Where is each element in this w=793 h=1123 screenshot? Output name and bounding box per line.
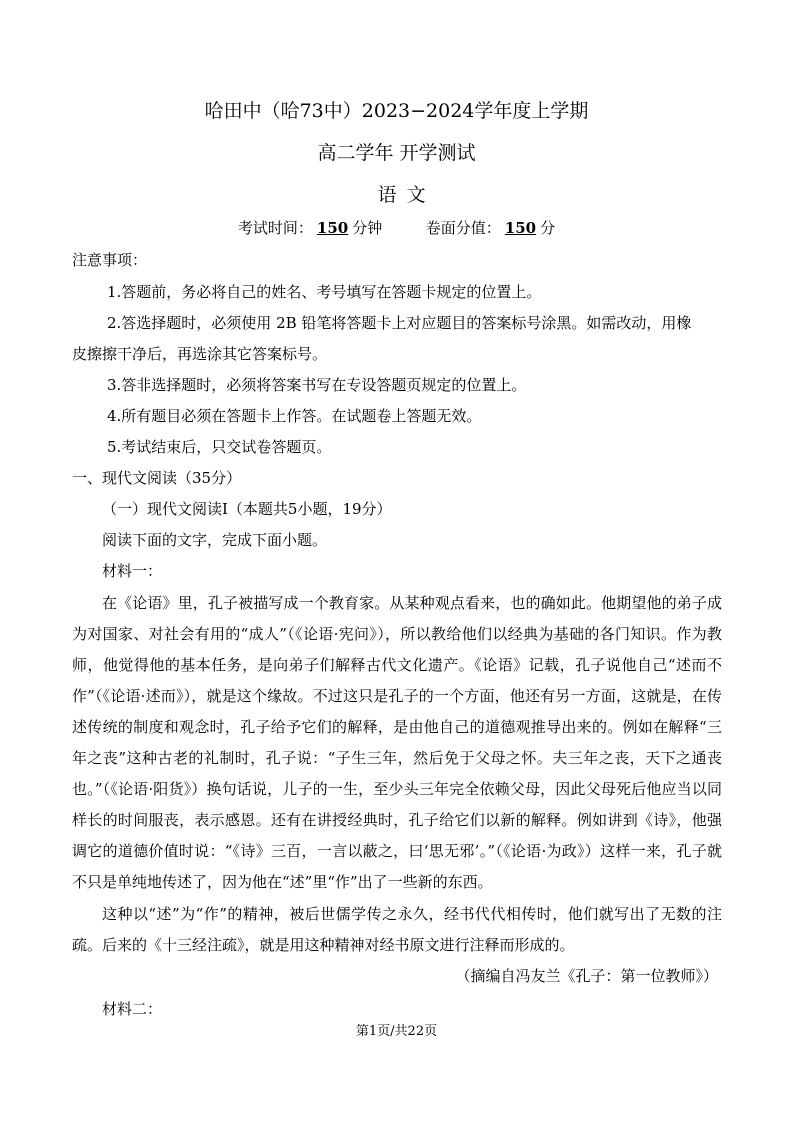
- material2-label: 材料二：: [102, 1000, 163, 1018]
- note-item: 2.答选择题时，必须使用 2B 铅笔将答题卡上对应题目的答案标号涂黑。如需改动，用橡: [107, 314, 692, 332]
- score-value: 150: [504, 219, 537, 237]
- exam-time-value: 150: [316, 219, 349, 237]
- material1-label: 材料一：: [102, 562, 163, 580]
- exam-title: 哈田中（哈73中）2023−2024学年度上学期: [204, 100, 589, 122]
- material1-paragraph: 这种以“述”为“作”的精神，被后世儒学传之永久，经书代代相传时，他们就写出了无数的注疏。后来的《十三经注疏》，就是用这种精神对经书原文进行注释而形成的。: [72, 905, 722, 954]
- note-item: 5.考试结束后，只交试卷答题页。: [107, 438, 332, 456]
- subsection-heading: （一）现代文阅读Ⅰ（本题共5小题，19分）: [102, 500, 392, 518]
- section-heading: 一、现代文阅读（35分）: [72, 469, 242, 487]
- exam-time-unit: 分钟: [352, 219, 383, 237]
- note-item: 3.答非选择题时，必须将答案书写在专设答题页规定的位置上。: [107, 376, 527, 394]
- exam-time-label: 考试时间：: [237, 219, 313, 237]
- reading-instruction: 阅读下面的文字，完成下面小题。: [102, 531, 328, 549]
- source-citation: （摘编自冯友兰《孔子：第一位教师》）: [455, 967, 718, 985]
- note-item: 1.答题前，务必将自己的姓名、考号填写在答题卡规定的位置上。: [107, 283, 542, 301]
- notes-heading: 注意事项：: [72, 251, 148, 269]
- note-item: 4.所有题目必须在答题卡上作答。在试题卷上答题无效。: [107, 407, 482, 425]
- exam-info: [0, 218, 793, 238]
- material1-paragraph: 在《论语》里，孔子被描写成一个教育家。从某种观点看来，也的确如此。他期望他的弟子成为对国家、对社会有用的“成人”（《论语·宪问》），所以教给他们以经典为基础的各门知识。作为教师，他觉得他的基本任务，是向弟子们解释古代文化遗产。《论语》记载，孔子说他自己“述而不作”（《论语·述而》），就是这个缘故。不过这只是孔子的一个方面，他还有另一方面，这就是，在传述传统的制度和观念时，孔子给予它们的解释，是由他自己的道德观推导出来的。例如在解释“三年之丧”这种古老的礼制时，孔子说：“子生三年，然后免于父母之怀。夫三年之丧，天下之通丧也。”（《论语·阳货》）换句话说，儿子的一生，至少头三年完全依赖父母，因此父母死后他应当以同样长的时间服丧，表示感恩。还有在讲授经典时，孔子给它们以新的解释。例如讲到《诗》，他强调它的道德价值时说：“《诗》三百，一言以蔽之，曰‘思无邪’。”（《论语·为政》）这样一来，孔子就不只是单纯地传述了，因为他在“述”里“作”出了一些新的东西。: [72, 594, 722, 891]
- score-label: 卷面分值：: [425, 219, 501, 237]
- subject-title: 语文: [377, 184, 436, 206]
- exam-subtitle: 高二学年 开学测试: [317, 142, 476, 164]
- page-footer: 第1页/共22页: [355, 1024, 438, 1039]
- score-unit: 分: [540, 219, 556, 237]
- note-item-continued: 皮擦擦干净后，再选涂其它答案标号。: [72, 345, 328, 363]
